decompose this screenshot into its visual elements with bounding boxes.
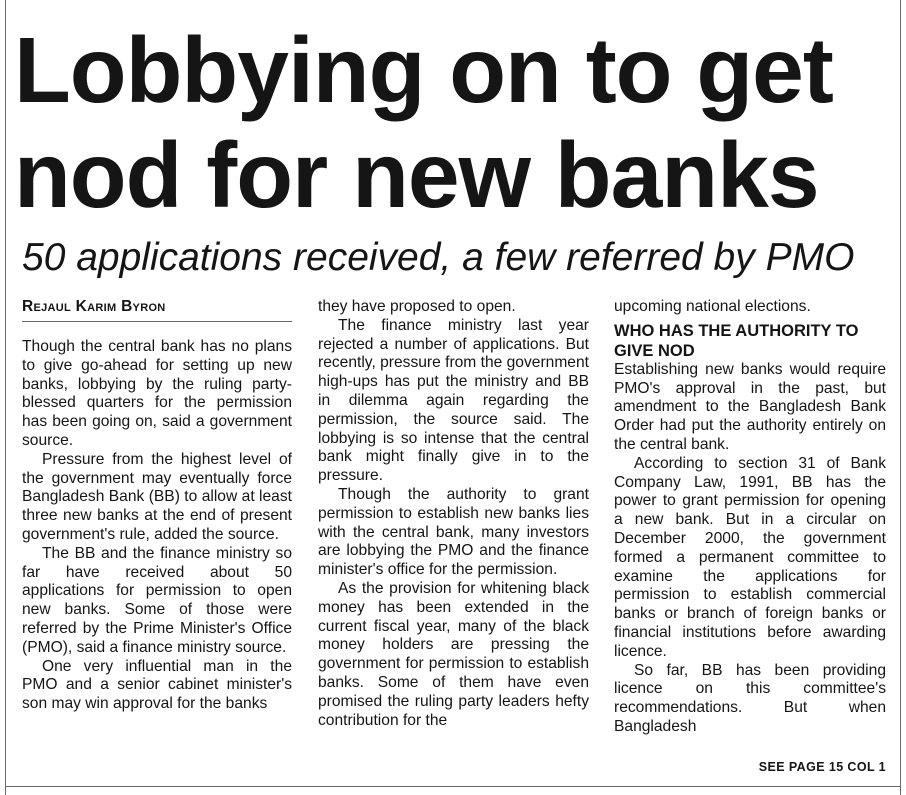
- paragraph-continuation: upcoming national elections.: [614, 298, 811, 315]
- article-column-2: [318, 298, 589, 730]
- paragraph: Though the authority to grant permission to establish new banks lies with the central bank, many investors are lobbying the PMO and the finance minister's office for the permission.: [318, 485, 589, 579]
- headline: [14, 18, 894, 228]
- paragraph: Pressure from the highest level of the government may eventually force Bangladesh Bank (BB) to allow at least three new banks at the end of present government's rule, added the source.: [22, 450, 292, 543]
- left-rule: [5, 0, 6, 795]
- byline: Rejaul Karim Byron: [22, 298, 292, 322]
- article-column-1: [22, 298, 292, 714]
- paragraph: So far, BB has been providing licence on this committee's recommendations. But when Bangladesh: [614, 661, 886, 735]
- headline-line-1: Lobbying on to get: [14, 18, 833, 122]
- paragraph: Though the central bank has no plans to give go-ahead for setting up new banks, lobbying by the ruling party-blessed quarters for the permission has been going on, said a government source.: [22, 338, 292, 449]
- right-rule: [900, 0, 901, 795]
- headline-line-2: nod for new banks: [14, 123, 819, 227]
- article-column-3: [614, 298, 886, 737]
- paragraph: One very influential man in the PMO and a senior cabinet minister's son may win approval for the banks: [22, 657, 292, 713]
- paragraph: As the provision for whitening black money has been extended in the current fiscal year, many of the black money holders are pressing the government for permission to establish banks. Some of them have even promised the ruling party leaders hefty contribution for the: [318, 579, 589, 729]
- section-heading: WHO HAS THE AUTHORITY TO GIVE NOD: [614, 321, 859, 360]
- continued-on-page-label: SEE PAGE 15 COL 1: [758, 760, 886, 774]
- paragraph: According to section 31 of Bank Company Law, 1991, BB has the power to grant permission for opening a new bank. But in a circular on December 2000, the government formed a permanent committee to examine the applications for permission to establish commercial banks or branch of foreign banks or financial institutions before awarding licence.: [614, 454, 886, 660]
- paragraph: Establishing new banks would require PMO's approval in the past, but amendment to the Bangladesh Bank Order had put the authority entirely on the central bank.: [614, 360, 886, 453]
- paragraph: The BB and the finance ministry so far have received about 50 applications for permission to open new banks. Some of those were referred by the Prime Minister's Office (PMO), said a finance ministry source.: [22, 544, 292, 656]
- bottom-rule: [5, 786, 901, 787]
- paragraph: The finance ministry last year rejected a number of applications. But recently, pressure from the government high-ups has put the ministry and BB in dilemma again regarding the permission, the source said. The lobbying is so intense that the central bank might finally give in to the pressure.: [318, 316, 589, 485]
- paragraph-continuation: they have proposed to open.: [318, 298, 516, 315]
- subheadline: 50 applications received, a few referred by PMO: [22, 236, 855, 279]
